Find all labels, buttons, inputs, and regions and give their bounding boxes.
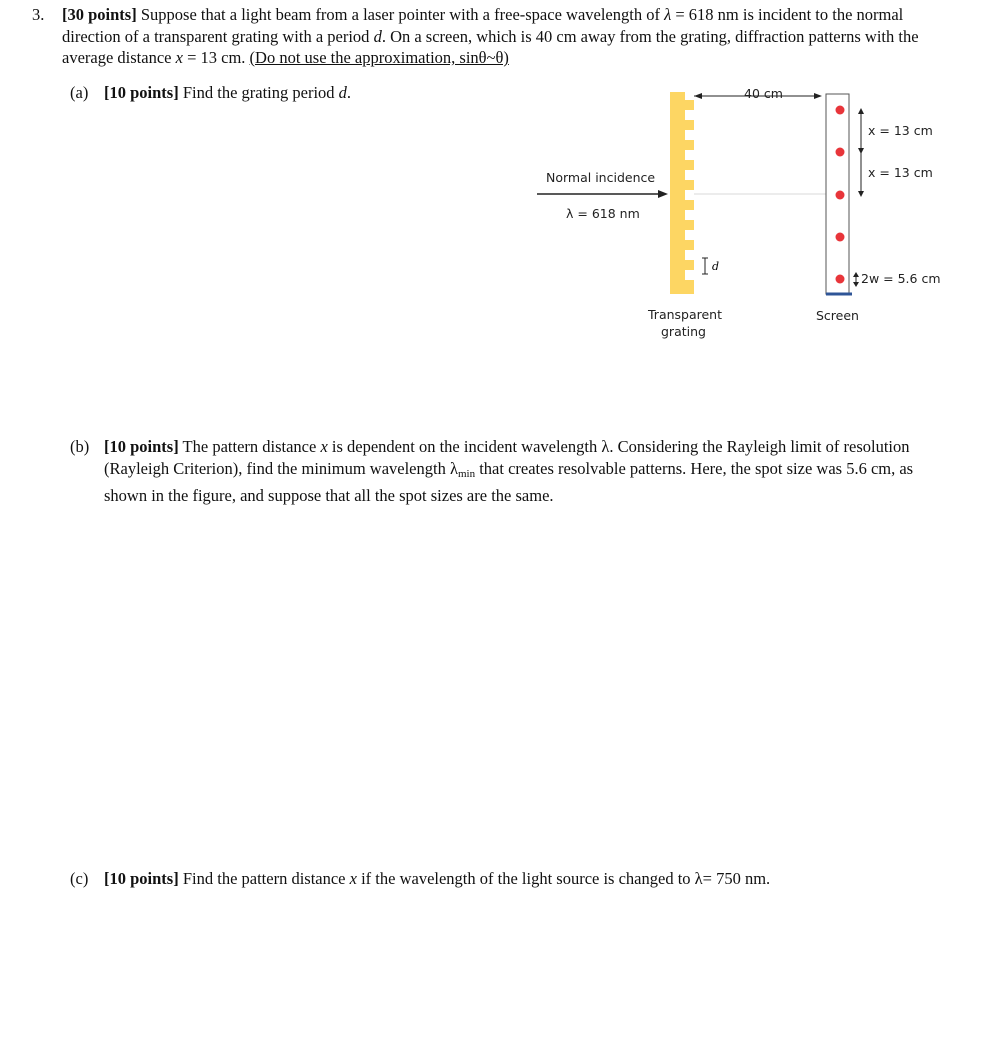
- grating-label-line-2: grating: [661, 324, 706, 339]
- part-c-label: (c): [70, 869, 89, 888]
- part-b-subscript: min: [457, 467, 476, 480]
- problem-number: 3.: [32, 5, 45, 24]
- x-marker-upper-head-top: [858, 108, 864, 114]
- period-variable: d: [373, 26, 382, 46]
- transparent-grating: [670, 92, 694, 294]
- part-b-variable: x: [320, 437, 328, 456]
- part-b: [70, 436, 950, 507]
- problem-text-2: = 618 nm is incident to the normal direction of a transparent grating with a period: [62, 5, 904, 46]
- x-marker-lower-head-bottom: [858, 191, 864, 197]
- part-a-text: Find the grating period: [178, 83, 339, 102]
- part-b-points: [10 points]: [104, 437, 179, 456]
- period-label: d: [712, 260, 720, 273]
- part-c-points: [10 points]: [104, 869, 179, 888]
- x-label-upper: x = 13 cm: [868, 123, 933, 138]
- spot-size-label: 2w = 5.6 cm: [861, 271, 941, 286]
- part-b-text-3: (Rayleigh Criterion), find the minimum wavelength λ: [104, 458, 458, 478]
- grating-label-line-1: Transparent: [648, 307, 723, 322]
- incidence-label: Normal incidence: [546, 170, 656, 185]
- spot-size-head-bottom: [853, 282, 859, 287]
- diffraction-figure: [0, 0, 1000, 360]
- spot-size-head-top: [853, 272, 859, 277]
- wavelength-label: λ = 618 nm: [566, 206, 640, 221]
- diffraction-spot: [836, 106, 845, 115]
- x-variable: x: [175, 48, 183, 67]
- part-b-text-1: The pattern distance: [178, 437, 321, 456]
- distance-label: 40 cm: [744, 86, 783, 101]
- part-c-text-2: if the wavelength of the light source is changed to λ= 750 nm.: [356, 869, 771, 888]
- diffraction-spot: [836, 191, 845, 200]
- part-a-label: (a): [70, 83, 89, 102]
- part-c-text-1: Find the pattern distance: [178, 869, 350, 888]
- problem-text-3: . On a screen, which is 40 cm away from the grating, diffraction patterns with the average distance: [62, 26, 919, 67]
- part-a-end: .: [346, 83, 352, 102]
- part-b-text-4: that creates resolvable patterns. Here, the spot size was 5.6 cm, as shown in the figure, and suppose that all the spot sizes are the same.: [104, 458, 914, 505]
- problem-points: [30 points]: [62, 5, 137, 24]
- incidence-arrowhead: [658, 190, 668, 198]
- screen-label: Screen: [816, 308, 859, 323]
- part-a-variable: d: [338, 83, 347, 102]
- lambda-symbol: λ: [664, 5, 672, 24]
- diffraction-spot: [836, 233, 845, 242]
- part-c-variable: x: [349, 869, 357, 888]
- part-b-text-2: is dependent on the incident wavelength λ. Considering the Rayleigh limit of resolution: [327, 437, 910, 456]
- distance-arrowhead-right: [814, 93, 822, 99]
- distance-arrowhead-left: [694, 93, 702, 99]
- approximation-note: (Do not use the approximation, sinθ~θ): [249, 48, 509, 67]
- diffraction-spot: [836, 275, 845, 284]
- part-b-continuation: [70, 458, 950, 507]
- x-label-lower: x = 13 cm: [868, 165, 933, 180]
- part-a-points: [10 points]: [104, 83, 179, 102]
- problem-text-1: Suppose that a light beam from a laser pointer with a free-space wavelength of: [140, 5, 665, 24]
- diffraction-spot: [836, 148, 845, 157]
- part-b-label: (b): [70, 437, 90, 456]
- part-c: [70, 868, 770, 890]
- problem-text-4: = 13 cm.: [182, 48, 250, 67]
